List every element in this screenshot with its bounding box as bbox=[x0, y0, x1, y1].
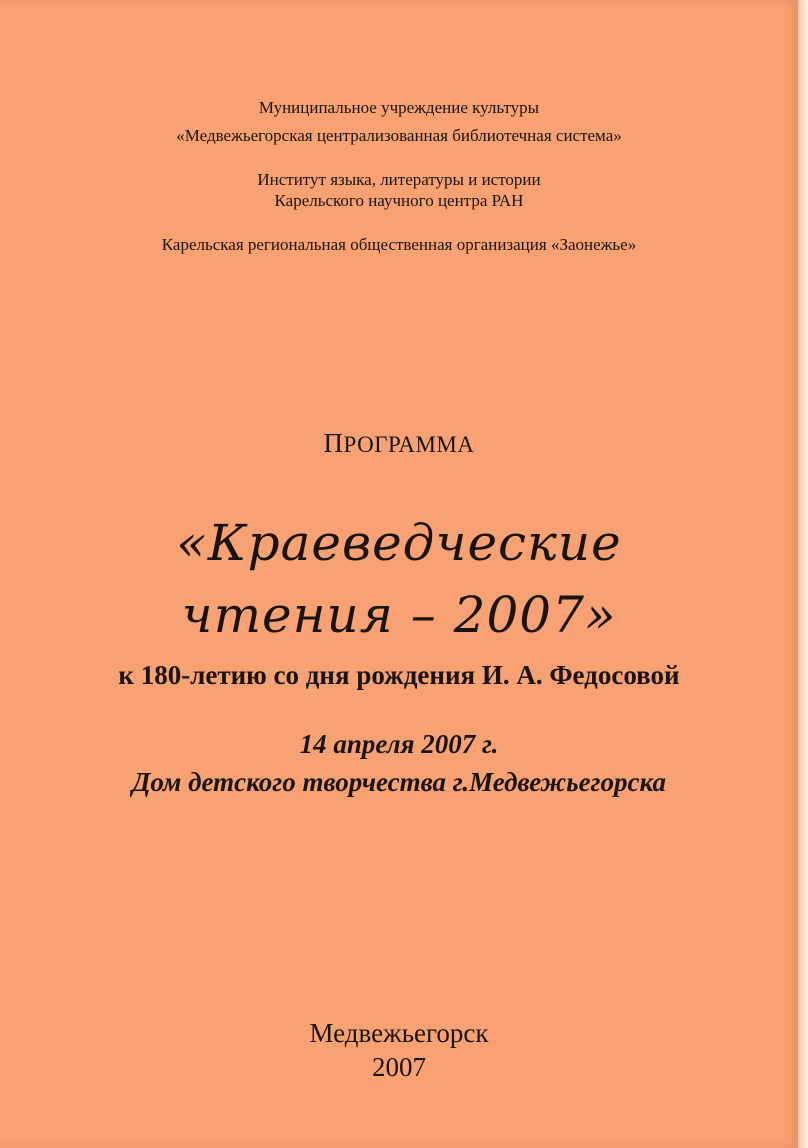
page-edge bbox=[798, 0, 808, 1148]
title-line-2: чтения – 2007» bbox=[181, 586, 617, 644]
organizer-line-4: Карельского научного центра РАН bbox=[274, 191, 524, 210]
publication-year: 2007 bbox=[372, 1052, 426, 1082]
program-label: ПРОГРАММА bbox=[323, 428, 475, 458]
city-name: Медвежьегорск bbox=[309, 1018, 489, 1048]
organizer-line-5: Карельская региональная общественная организация «Заонежье» bbox=[161, 235, 637, 254]
event-date: 14 апреля 2007 г. bbox=[299, 729, 499, 759]
title-line-1: «Краеведческие bbox=[176, 514, 622, 572]
organizer-line-1: Муниципальное учреждение культуры bbox=[258, 98, 540, 117]
organizer-line-3: Институт языка, литературы и истории bbox=[257, 170, 541, 189]
subtitle: к 180-летию со дня рождения И. А. Федосовой bbox=[118, 660, 680, 690]
event-venue: Дом детского творчества г.Медвежьегорска bbox=[131, 767, 667, 797]
organizer-line-2: «Медвежьегорская централизованная библиотечная система» bbox=[176, 126, 622, 145]
